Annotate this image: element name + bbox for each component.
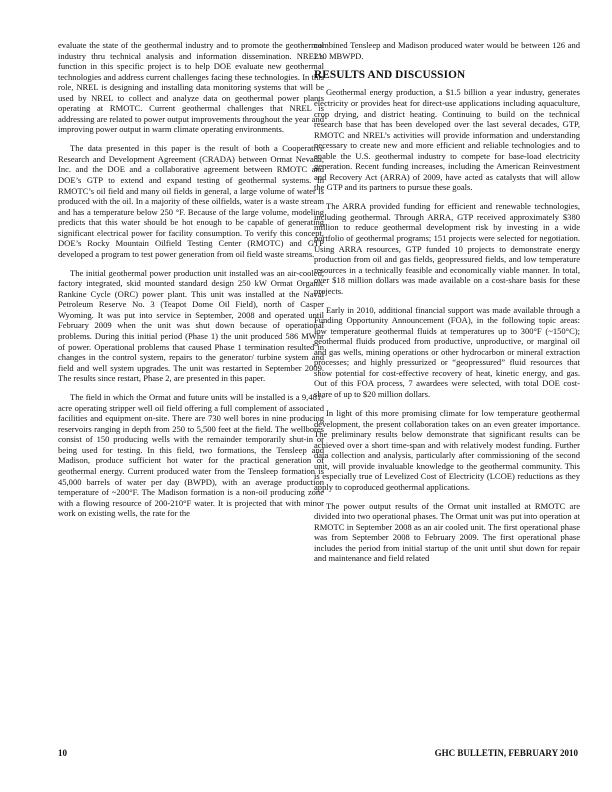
body-paragraph: Geothermal energy production, a $1.5 billion a year industry, generates electricity or provides heat for direct-use applications including aquaculture, crop drying, and district heating. Continuing to build on the technical research base that has been developed over the last several decades, GTP, RMOTC and NREL’s activities will provide information and understanding necessary to create new and more efficient and reliable technologies and to enable the U.S. geothermal industry to compete for base-load electricity generation. Recent funding increases, including the American Reinvestment and Recovery Act (ARRA) of 2009, have acted as catalysts that will allow the GTP and its partners to pursue these goals. <box>314 87 580 193</box>
page-number: 10 <box>58 748 67 758</box>
body-paragraph: The initial geothermal power production unit installed was an air-cooled, factory integrated, skid mounted standard design 250 kW Ormat Organic Rankine Cycle (ORC) power plant. This unit was installed at the Naval Petroleum Reserve No. 3 (Teapot Dome Oil Field), north of Casper Wyoming. It was put into service in September, 2008 and operated until February 2009 when the unit was shut down because of operational problems. During this initial period (Phase 1) the unit produced 586 MWhr of power. Operational problems that caused Phase 1 termination resulted in changes in the control system, repairs to the generator/ turbine system and field and well system upgrades. The unit was restarted in September 2009. The results since restart, Phase 2, are presented in this paper. <box>58 267 324 384</box>
body-paragraph: The data presented in this paper is the result of both a Cooperative Research and Development Agreement (CRADA) between Ormat Nevada, Inc. and the DOE and a collaborative agreement between RMOTC and DOE’s GTP to extend and expand testing of geothermal systems. In RMOTC’s oil field and many oil fields in general, a large volume of water is produced with the oil. In a majority of these oilfields, water is a waste stream and has a temperature below 250 °F. Because of the large volume, modeling predicts that this water should be hot enough to be capable of generating significant electrical power for facility consumption. To verify this concept, DOE’s Rocky Mountain Oilfield Testing Center (RMOTC) and GTP developed a program to test power generation from oil field waste streams. <box>58 143 324 259</box>
publication-footer: GHC BULLETIN, FEBRUARY 2010 <box>434 748 578 758</box>
body-paragraph: In light of this more promising climate for low temperature geothermal development, the present collaboration takes on an even greater importance. The preliminary results below demonstrate that significant results can be achieved over a short time-span and with relatively modest funding. Further data collection and analysis, particularly after commissioning of the second unit, will provide invaluable knowledge to the geothermal community. This is especially true of Levelized Cost of Electricity (LCOE) reductions as they apply to coproduced geothermal applications. <box>314 407 580 492</box>
body-paragraph: The field in which the Ormat and future units will be installed is a 9,481-acre operating stripper well oil field offering a full complement of associated facilities and equipment on-site. There are 730 well bores in nine producing reservoirs ranging in depth from 250 to 5,500 feet at the field. The wellbores consist of 150 producing wells with the remainder temporarily shut-in or being used for testing. In this field, two formations, the Tensleep and Madison, produce sufficient hot water for the practical generation of geothermal energy. Current produced water from the Tensleep formation is 45,000 barrels of water per day (BWPD), with an average production temperature of ~200°F. The Madison formation is a non-oil producing zone with a flowing resource of 200-210°F water. It is projected that with minor work on existing wells, the rate for the <box>58 392 324 519</box>
body-paragraph: The power output results of the Ormat unit installed at RMOTC are divided into two operational phases. The Ormat unit was put into operation at RMOTC in September 2008 as an air cooled unit. The first operational phase was from September 2008 to February 2009. The first operational phase includes the period from initial startup of the unit until shut down for repair and maintenance and field related <box>314 500 580 564</box>
right-column <box>314 40 580 572</box>
body-paragraph: Early in 2010, additional financial support was made available through a Funding Opportunity Announcement (FOA), in the following topic areas: low temperature geothermal fluids at temperatures up to 300°F (~150°C); geothermal fluids produced from productive, unproductive, or marginal oil and gas wells, mining operations or other hydrocarbon or mineral extraction processes; and highly pressurized or “geopressured” fluid resources that show potential for cost-effective recovery of heat, kinetic energy, and gas. Out of this FOA process, 7 awardees were selected, with total DOE cost-share of up to $20 million dollars. <box>314 304 580 400</box>
body-paragraph: The ARRA provided funding for efficient and renewable technologies, including geothermal. Through ARRA, GTP received approximately $380 million to reduce geothermal development risk by investing in a wide portfolio of geothermal programs; 151 projects were selected for negotiation. Using ARRA resources, GTP funded 10 projects to demonstrate energy production from oil and gas fields, geopressured fields, and low temperature resources in a technically feasible and economically viable manner. In total, over $18 million dollars was made available on a cost-share basis for these projects. <box>314 201 580 296</box>
left-column <box>58 40 324 527</box>
section-heading: RESULTS AND DISCUSSION <box>314 69 466 82</box>
body-paragraph: combined Tensleep and Madison produced water would be between 126 and 210 MBWPD. <box>314 40 580 61</box>
body-paragraph: evaluate the state of the geothermal industry and to promote the geothermal industry thru technical analysis and information dissemination. NREL’s function in this specific project is to help DOE evaluate new geothermal technologies and address current challenges facing these technologies. In this role, NREL is designing and installing data monitoring systems that will be used by NREL to collect and analyze data on geothermal power plants operating at RMOTC. Current geothermal challenges that NREL is addressing are related to power output improvements throughout the year and improving power output in warm climate operating environments. <box>58 40 324 135</box>
